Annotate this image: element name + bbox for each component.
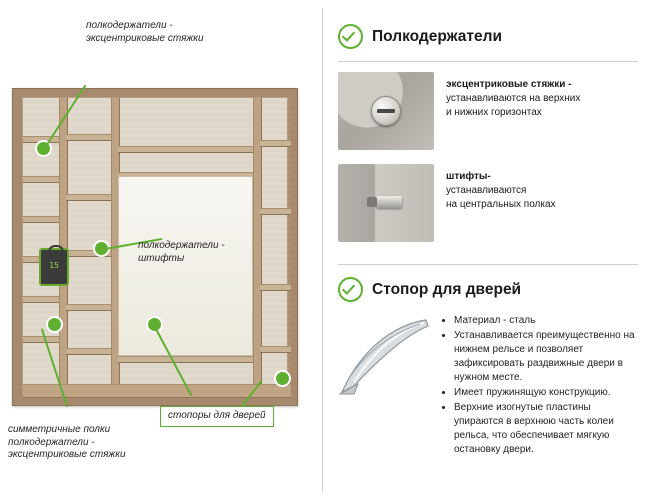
callout-top: полкодержатели - эксцентриковые стяжки [86,20,204,44]
section-title: Полкодержатели [372,27,502,45]
pin-icon [376,196,402,208]
shelf-right-4 [260,346,291,353]
list-item-caption [446,164,556,212]
list-item [338,72,638,150]
caption-line-2: и нижних горизонтах [446,107,542,118]
check-circle-icon [338,277,363,302]
list-item-caption [446,72,580,120]
callout-middle: полкодержатели - штифты [138,240,225,264]
caption-bold: штифты- [446,171,491,182]
panel-divider [322,8,323,492]
shelf-col2-4 [66,304,111,311]
lock-shackle [48,245,64,257]
caption-line-1: устанавливаются на верхних [446,93,581,104]
eccentric-cam-icon [371,96,401,126]
list-item [338,164,638,242]
section-header-shelf-supports [338,24,638,49]
pin-photo [338,164,434,242]
caption-bold: эксцентриковые стяжки - [446,79,572,90]
list-item: • Верхние изогнутые пластины упираются в верхнюю часть колеи рельса, что обеспечивает мягкую остановку двери. [454,401,638,457]
callout-stoppers: стопоры для дверей [160,406,274,427]
info-panel [330,0,652,500]
door-stopper-icon [338,308,430,458]
door-panel-center [118,176,253,356]
list-item: • Материал - сталь [454,314,638,328]
section-title: Стопор для дверей [372,280,522,298]
shelf-left-3 [23,216,59,223]
shelf-col2-2 [66,194,111,201]
eccentric-tie-photo [338,72,434,150]
shelf-left-2 [23,176,59,183]
shelf-right-2 [260,208,291,215]
marker-dot-bottom-left [48,318,61,331]
caption-line-2: на центральных полках [446,199,556,210]
check-circle-icon [338,24,363,49]
section-divider-1 [338,61,638,62]
lock-icon [39,248,69,286]
wardrobe-diagram-panel [0,0,322,500]
shelf-col2-5 [66,348,111,355]
section-header-door-stopper [338,277,638,302]
marker-dot-stopper [276,372,289,385]
lock-badge-label: 15 [49,261,59,270]
callout-bottom: симметричные полки полкодержатели - эксцентриковые стяжки [8,424,126,460]
shelf-left-5 [23,296,59,303]
list-item: • Имеет пружинящую конструкцию. [454,386,638,400]
shelf-middle-bottom [118,356,253,363]
section-divider-2 [338,264,638,265]
caption-line-1: устанавливаются [446,185,527,196]
list-item: • Устанавливается преимущественно на нижнем рельсе и позволяет зафиксировать раздвижные двери в нужном месте. [454,329,638,385]
shelf-right-1 [260,140,291,147]
shelf-right-3 [260,284,291,291]
shelf-middle-top [118,146,253,153]
shelf-left-6 [23,336,59,343]
shelf-col2-1 [66,134,111,141]
door-stopper-feature-list [438,314,638,458]
